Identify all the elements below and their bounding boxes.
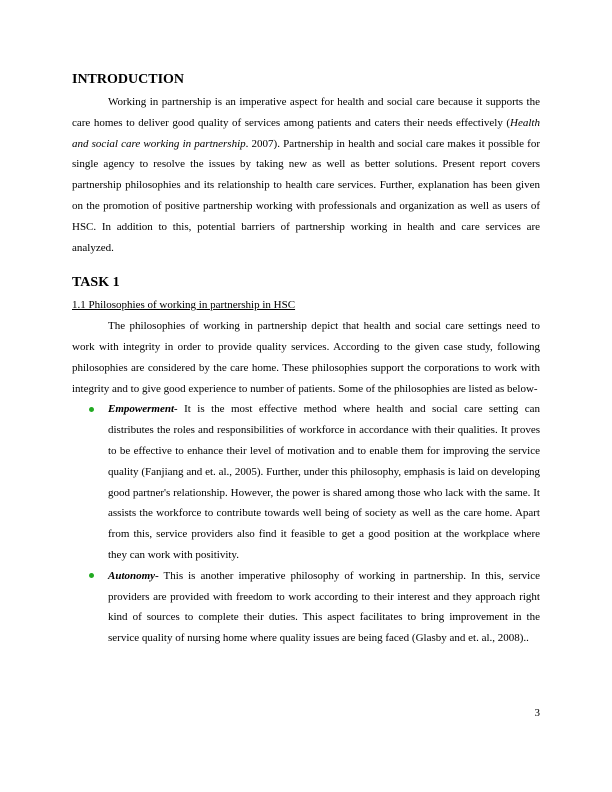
list-item-autonomy (72, 566, 540, 649)
introduction-text-1: Working in partnership is an imperative aspect for health and social care because it supports the care homes to deliver good quality of services among patients and caters their needs effectively ( (72, 96, 540, 129)
empowerment-text: It is the most effective method where health and social care setting can distributes the roles and responsibilities of workforce in accordance with their qualities. It proves to be effective to enhance their level of motivation and to enable them for improving the service quality (Fanjiang and et. al., 2005). Further, under this philosophy, emphasis is laid on developing good partner's relationship. However, the power is shared among those who lack with the same. It assists the workforce to contribute towards well being of society as well as the care home. Apart from this, service providers also find it feasible to get a good position at the workplace where they can work with positivity. (108, 403, 540, 561)
introduction-text-2: . 2007). Partnership in health and social care makes it possible for single agency to resolve the issues by taking new as well as better solutions. Present report covers partnership philosophies and its relationship to health care services. Further, explanation has been given on the promotion of positive partnership working with professionals and organization as well as users of HSC. In addition to this, potential barriers of partnership working in health and care services are analyzed. (72, 137, 540, 254)
task1-intro-paragraph: The philosophies of working in partnership depict that health and social care settings need to work with integrity in order to provide quality services. According to the given case study, following philosophies are considered by the care home. These philosophies support the corporations to work with integrity and to give good experience to number of patients. Some of the philosophies are listed as below- (72, 320, 540, 395)
introduction-heading: INTRODUCTION (72, 72, 185, 87)
introduction-citation: Health and social care working in partnership (72, 116, 540, 150)
bullet-icon (89, 573, 94, 578)
task1-subheading: 1.1 Philosophies of working in partnership in HSC (72, 299, 296, 312)
empowerment-term: Empowerment- (108, 403, 178, 416)
page-number: 3 (534, 707, 540, 719)
task1-heading: TASK 1 (72, 275, 120, 291)
page-content (72, 70, 540, 649)
list-item-empowerment (72, 399, 540, 565)
philosophy-list (72, 399, 540, 649)
bullet-icon (89, 407, 94, 412)
introduction-paragraph (72, 92, 540, 258)
autonomy-text: This is another imperative philosophy of working in partnership. In this, service providers are provided with freedom to work according to their interest and they approach right kind of sources to complete their duties. This aspect facilitates to bring improvement in the service quality of nursing home where quality issues are being faced (Glasby and et. al., 2008).. (108, 569, 540, 645)
autonomy-term: Autonomy- (108, 569, 159, 582)
